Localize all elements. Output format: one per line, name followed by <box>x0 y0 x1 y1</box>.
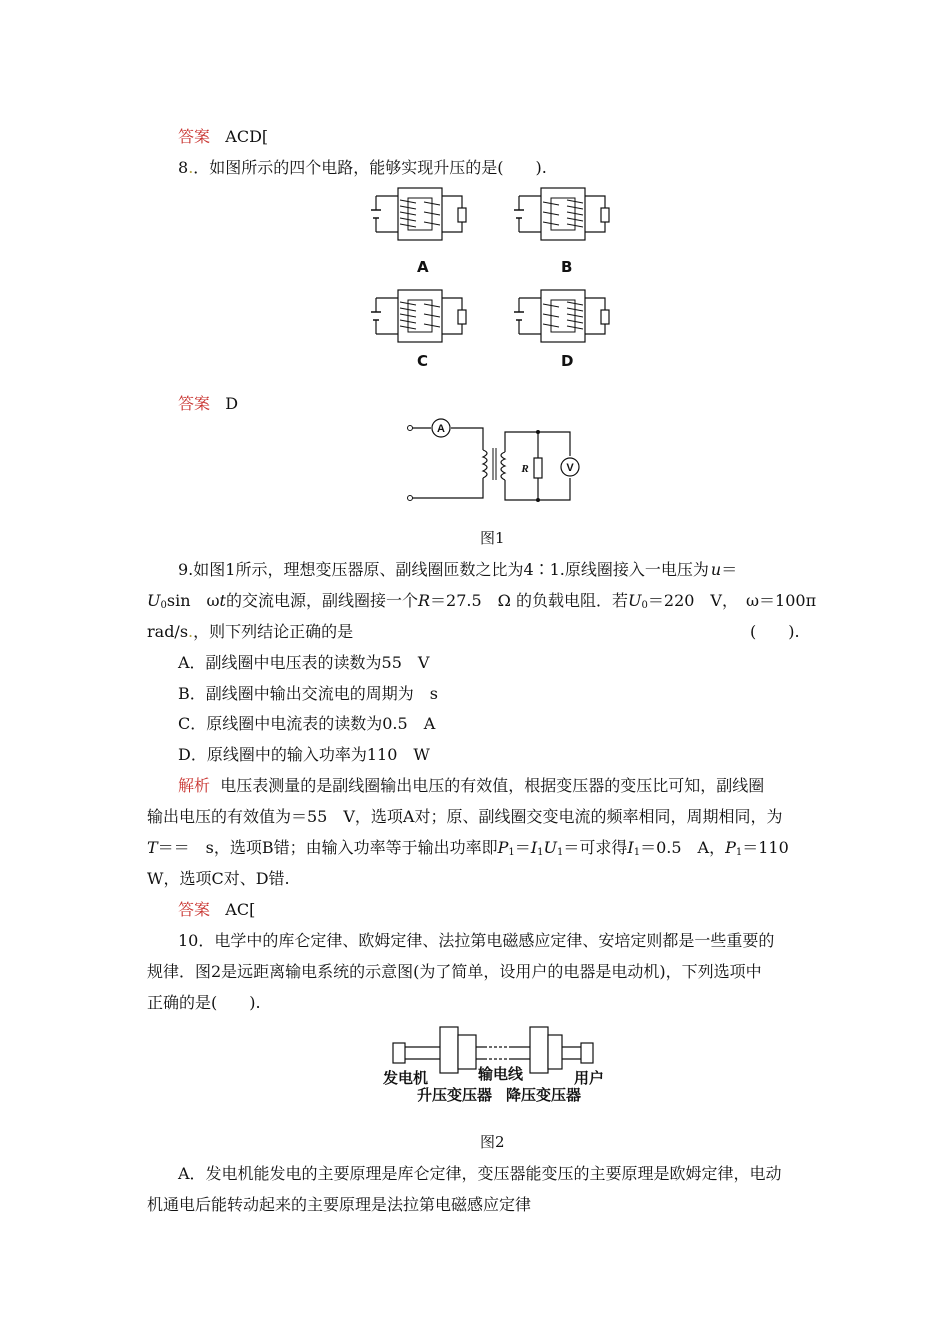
option-d: D．原线圈中的输入功率为110 W <box>178 745 430 764</box>
question-9-line-2: $U_0\sin$ ωt的交流电源，副线圈接一个R＝27.5 Ω 的负载电阻．若$U_0=220$ V， ω＝100π <box>147 591 817 611</box>
option-c: C．原线圈中电流表的读数为0.5 A <box>178 714 436 733</box>
option-b: B．副线圈中输出交流电的周期为 s <box>178 684 438 703</box>
circuit-label-b: B <box>561 258 573 276</box>
analysis-line-1: 解析 电压表测量的是副线圈输出电压的有效值，根据变压器的变压比可知，副线圈 <box>178 776 765 795</box>
circuit-d <box>513 288 613 344</box>
answer-q8: 答案 D <box>178 394 239 413</box>
answer-q7 <box>178 127 268 147</box>
circuit-label-d: D <box>561 352 574 370</box>
question-8: 8.．如图所示的四个电路，能够实现升压的是( ). <box>178 158 547 177</box>
question-10-line-3: 正确的是( ). <box>147 993 261 1012</box>
step-down-transformer-label: 降压变压器 <box>506 1086 582 1104</box>
figure-2-caption: 图2 <box>480 1133 505 1151</box>
user-label: 用户 <box>574 1069 605 1087</box>
transmission-line-label: 输电线 <box>478 1065 524 1083</box>
question-10-line-1: 10．电学中的库仑定律、欧姆定律、法拉第电磁感应定律、安培定则都是一些重要的 <box>178 931 775 950</box>
resistor-label: R <box>521 463 529 475</box>
figure-1-caption: 图1 <box>480 529 505 547</box>
circuit-a <box>370 186 470 242</box>
option-a: A．副线圈中电压表的读数为55 V <box>178 653 430 672</box>
question-9-line-1: 9.如图1所示，理想变压器原、副线圈匝数之比为4∶1.原线圈接入一电压为 u＝ <box>178 560 738 579</box>
figure-1-circuit <box>405 420 577 502</box>
analysis-label: 解析 <box>178 776 211 795</box>
answer-label: 答案 <box>178 127 211 146</box>
circuit-c <box>370 288 470 344</box>
ammeter-label: A <box>437 423 445 435</box>
answer-value: ACD[ <box>225 127 269 146</box>
circuit-label-c: C <box>417 352 429 370</box>
analysis-line-2: 输出电压的有效值为＝55 V，选项A对；原、副线圈交变电流的频率相同，周期相同，为 <box>147 807 783 826</box>
answer-q9: 答案 AC[ <box>178 900 256 919</box>
question-9-line-3: rad/s.，则下列结论正确的是 <box>147 622 354 641</box>
analysis-line-3: T＝＝ s，选项B错；由输入功率等于输出功率即$P_1=I_1U_1=$可求得$I_1=0.5$ A，$P_1=110$ <box>147 838 789 858</box>
question-10-line-2: 规律．图2是远距离输电系统的示意图(为了简单，设用户的电器是电动机)，下列选项中 <box>147 962 762 981</box>
analysis-line-4: W，选项C对、D错. <box>147 869 290 888</box>
q10-option-a-line-2: 机通电后能转动起来的主要原理是法拉第电磁感应定律 <box>147 1195 532 1214</box>
circuit-b <box>513 186 613 242</box>
q10-option-a-line-1: A．发电机能发电的主要原理是库仑定律，变压器能变压的主要原理是欧姆定律，电动 <box>178 1164 782 1183</box>
generator-label: 发电机 <box>383 1069 429 1087</box>
circuit-label-a: A <box>417 258 429 276</box>
step-up-transformer-label: 升压变压器 <box>417 1086 493 1104</box>
voltmeter-label: V <box>566 462 574 474</box>
answer-blank-q9: ( ). <box>750 622 800 641</box>
